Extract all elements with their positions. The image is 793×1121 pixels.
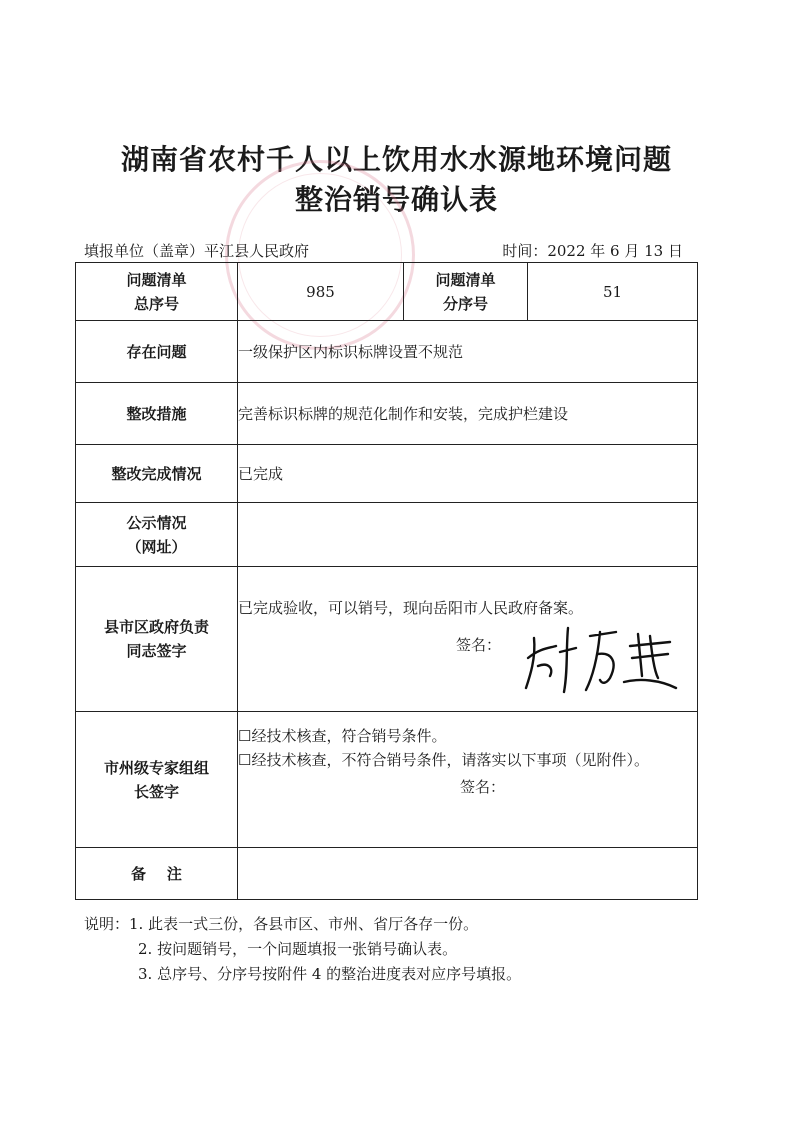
title-line-2: 整治销号确认表: [294, 183, 498, 216]
total-serial-value: 985: [238, 263, 404, 321]
completion-row: [76, 445, 698, 503]
instructions-section: [84, 912, 521, 987]
expert-leader-label: 市州级专家组组 长签字: [76, 712, 238, 848]
measures-value: 完善标识标牌的规范化制作和安装，完成护栏建设: [238, 383, 698, 445]
problem-label: 存在问题: [76, 321, 238, 383]
confirmation-form-table: [75, 262, 698, 900]
remark-label: 备 注: [76, 848, 238, 900]
sub-serial-value: 51: [528, 263, 698, 321]
expert-leader-cell: [238, 712, 698, 848]
expert-sign-label: 签名：: [460, 778, 506, 796]
sub-serial-label: 问题清单 分序号: [404, 263, 528, 321]
remark-value: [238, 848, 698, 900]
county-sign-label: 签名：: [456, 636, 502, 654]
publicity-label: 公示情况 （网址）: [76, 503, 238, 567]
county-official-label: 县市区政府负责 同志签字: [76, 567, 238, 712]
total-serial-label: 问题清单 总序号: [76, 263, 238, 321]
note-item-1: 说明：1. 此表一式三份，各县市区、市州、省厅各存一份。: [84, 915, 479, 933]
expert-option-fail: ☐经技术核查，不符合销号条件，请落实以下事项（见附件）。: [238, 751, 649, 769]
fill-info-line: [84, 240, 683, 262]
expert-sign-row: [76, 712, 698, 848]
measures-label: 整改措施: [76, 383, 238, 445]
notes-prefix: 说明：: [84, 915, 130, 933]
handwritten-signature: [520, 618, 680, 698]
completion-value: 已完成: [238, 445, 698, 503]
completion-label: 整改完成情况: [76, 445, 238, 503]
measures-row: [76, 383, 698, 445]
problem-row: [76, 321, 698, 383]
problem-value: 一级保护区内标识标牌设置不规范: [238, 321, 698, 383]
note-item-3: 3. 总序号、分序号按附件 4 的整治进度表对应序号填报。: [138, 965, 522, 983]
expert-option-pass: ☐经技术核查，符合销号条件。: [238, 727, 447, 745]
filling-date: 时间：2022 年 6 月 13 日: [502, 242, 683, 260]
remark-row: [76, 848, 698, 900]
title-line-1: 湖南省农村千人以上饮用水水源地环境问题: [120, 143, 672, 176]
serial-number-row: [76, 263, 698, 321]
note-item-2: 2. 按问题销号，一个问题填报一张销号确认表。: [138, 940, 458, 958]
publicity-value: [238, 503, 698, 567]
county-acceptance-text: 已完成验收，可以销号，现向岳阳市人民政府备案。: [238, 599, 584, 617]
filling-unit: 填报单位（盖章）平江县人民政府: [84, 242, 310, 260]
publicity-row: [76, 503, 698, 567]
